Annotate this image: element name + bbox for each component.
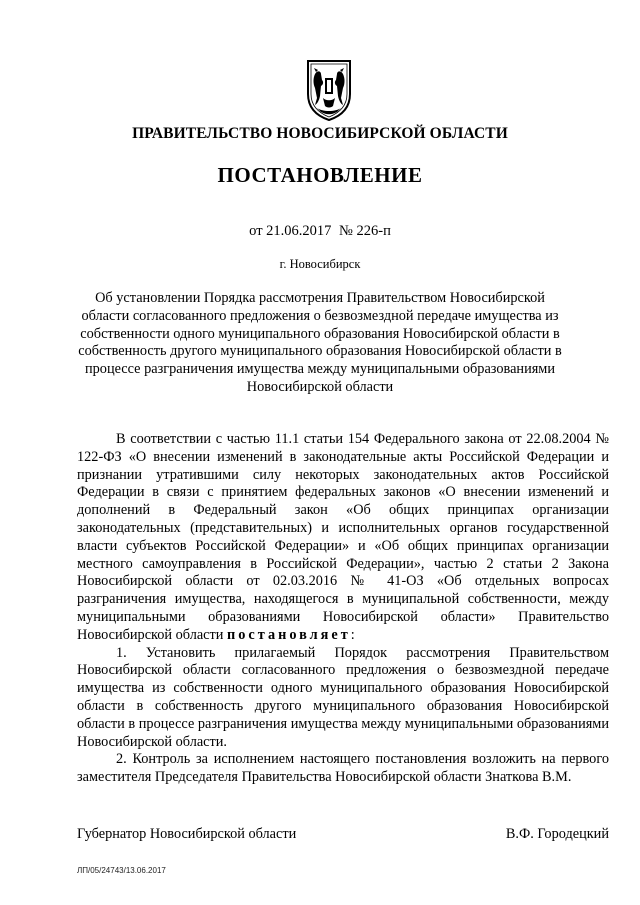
date-number-line xyxy=(0,223,640,240)
resolves-colon: : xyxy=(350,626,355,643)
document-date: от 21.06.2017 xyxy=(249,223,332,239)
document-city: г. Новосибирск xyxy=(279,257,361,271)
preamble-paragraph xyxy=(77,431,609,645)
footer-registration-code: ЛП/05/24743/13.06.2017 xyxy=(77,866,166,875)
preamble-text: В соответствии с частью 11.1 статьи 154 Федерального закона от 22.08.2004 № 122-ФЗ «О внесении изменений в законодательные акты Российской Федерации и признании утратившими силу некоторых законодательных актов Российской Федерации в связи с принятием федеральных законов «О внесении изменений и дополнений в Федеральный закон «Об общих принципах организации законодательных (представительных) и исполнительных органов государственной власти субъектов Российской Федерации» и «Об общих принципах организации местного самоуправления в Российской Федерации», частью 2 статьи 2 Закона Новосибирской области от 02.03.2016 № 41-ОЗ «Об отдельных вопросах разграничения имущества, находящегося в муниципальной собственности, между муниципальными образованиями Новосибирской области» Правительство Новосибирской области xyxy=(77,431,609,643)
document-type-title: ПОСТАНОВЛЕНИЕ xyxy=(217,163,423,187)
item-1-paragraph: 1. Установить прилагаемый Порядок рассмотрения Правительством Новосибирской области согласованного предложения о безвозмездной передаче имущества из собственности одного муниципального образования Новосибирской области в собственность другого муниципального образования Новосибирской области в процессе разграничения имущества между муниципальными образованиями Новосибирской области. xyxy=(77,644,609,750)
novosibirsk-coat-of-arms-icon xyxy=(303,58,355,122)
item-2-paragraph: 2. Контроль за исполнением настоящего постановления возложить на первого заместителя Председателя Правительства Новосибирской области Знаткова В.М. xyxy=(77,751,609,786)
signatory-name: В.Ф. Городецкий xyxy=(505,826,609,842)
organization-name: ПРАВИТЕЛЬСТВО НОВОСИБИРСКОЙ ОБЛАСТИ xyxy=(132,125,508,142)
resolves-word: постановляет xyxy=(227,626,351,643)
document-body xyxy=(77,431,609,787)
signatory-position: Губернатор Новосибирской области xyxy=(77,826,297,842)
document-number: № 226-п xyxy=(339,223,391,239)
signature-block xyxy=(77,826,609,843)
document-subject: Об установлении Порядка рассмотрения Правительством Новосибирской области согласованного предложения о безвозмездной передаче имущества из собственности одного муниципального образования Новосибирской области в собственность другого муниципального образования Новосибирской области в процессе разграничения имущества между муниципальными образованиями Новосибирской области xyxy=(78,290,562,395)
